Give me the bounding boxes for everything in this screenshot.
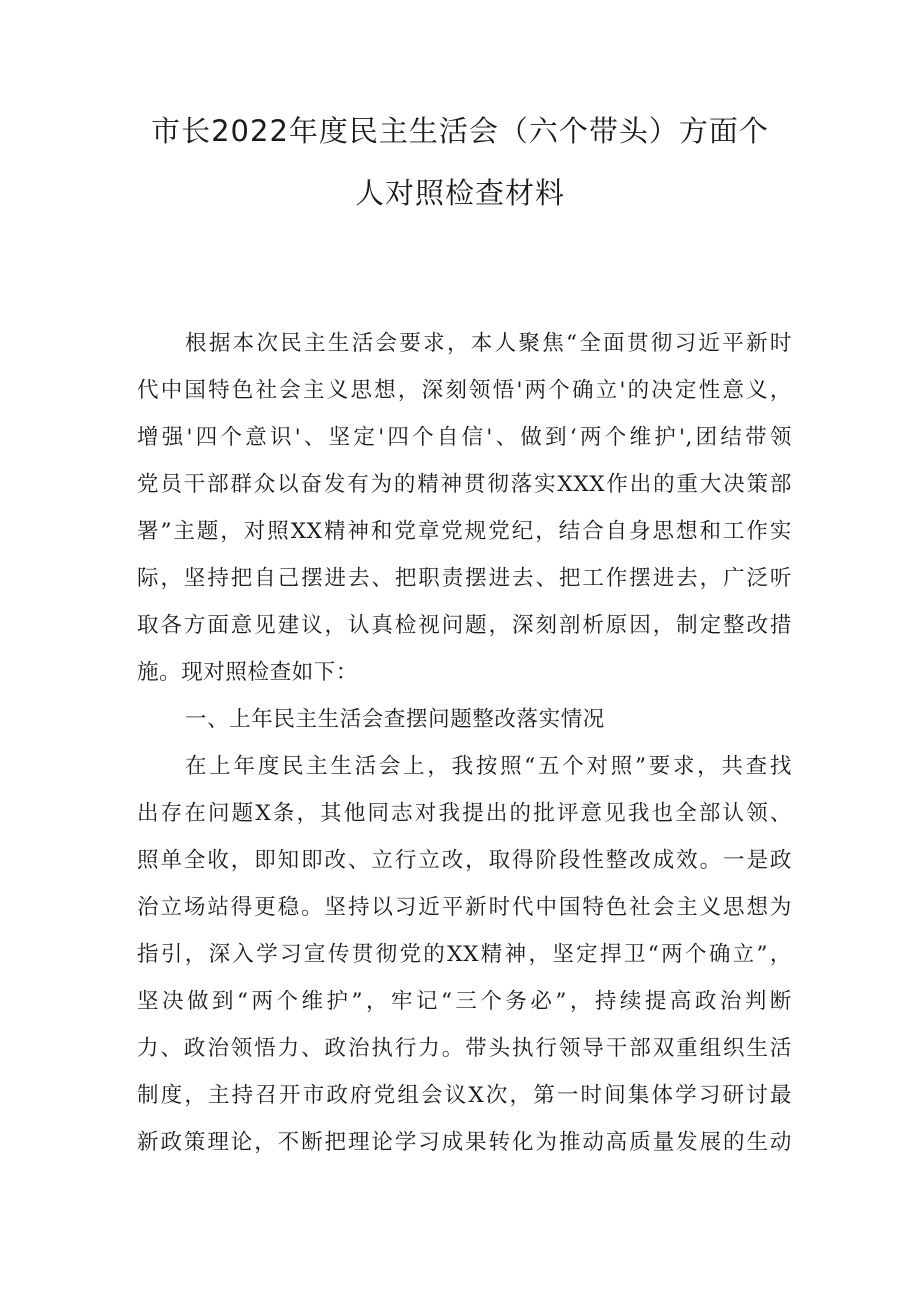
text-line: 一、上年民主生活会查摆问题整改落实情况 [185,707,605,732]
title-line-2: 人对照检查材料 [354,176,565,210]
paragraph-intro [137,320,792,696]
text-line: 际，坚持把自己摆进去、把职责摆进去、把工作摆进去，广泛听 [137,566,792,591]
document-title [100,100,820,224]
text-line: 出存在问题X条，其他同志对我提出的批评意见我也全部认领、 [137,801,792,826]
text-line: 取各方面意见建议，认真检视问题，深刻剖析原因，制定整改措 [137,613,792,638]
section-heading [137,696,792,743]
text-line: 施。现对照检查如下： [137,660,359,685]
text-line: 增强'四个意识'、坚定'四个自信'、做到‘两个维护',团结带领 [137,425,792,450]
text-line: 根据本次民主生活会要求，本人聚焦“全面贯彻习近平新时 [185,331,792,356]
text-line: 治立场站得更稳。坚持以习近平新时代中国特色社会主义思想为 [137,895,792,920]
paragraph-rectification [137,743,792,1166]
text-line: 制度，主持召开市政府党组会议X次，第一时间集体学习研讨最 [137,1083,792,1108]
text-line: 指引，深入学习宣传贯彻党的XX精神，坚定捍卫“两个确立”， [137,942,792,967]
text-line: 新政策理论，不断把理论学习成果转化为推动高质量发展的生动 [137,1130,792,1155]
document-body [137,320,792,1166]
text-line: 坚决做到“两个维护”，牢记“三个务必”，持续提高政治判断 [137,989,792,1014]
text-line: 在上年度民主生活会上，我按照“五个对照”要求，共查找 [185,754,792,779]
text-line: 代中国特色社会主义思想，深刻领悟'两个确立'的决定性意义， [137,378,792,403]
title-line-1: 市长2022年度民主生活会（六个带头）方面个 [151,114,769,148]
text-line: 署”主题，对照XX精神和党章党规党纪，结合自身思想和工作实 [137,519,792,544]
text-line: 力、政治领悟力、政治执行力。带头执行领导干部双重组织生活 [137,1036,792,1061]
text-line: 照单全收，即知即改、立行立改，取得阶段性整改成效。一是政 [137,848,792,873]
text-line: 党员干部群众以奋发有为的精神贯彻落实XXX作出的重大决策部 [137,472,792,497]
